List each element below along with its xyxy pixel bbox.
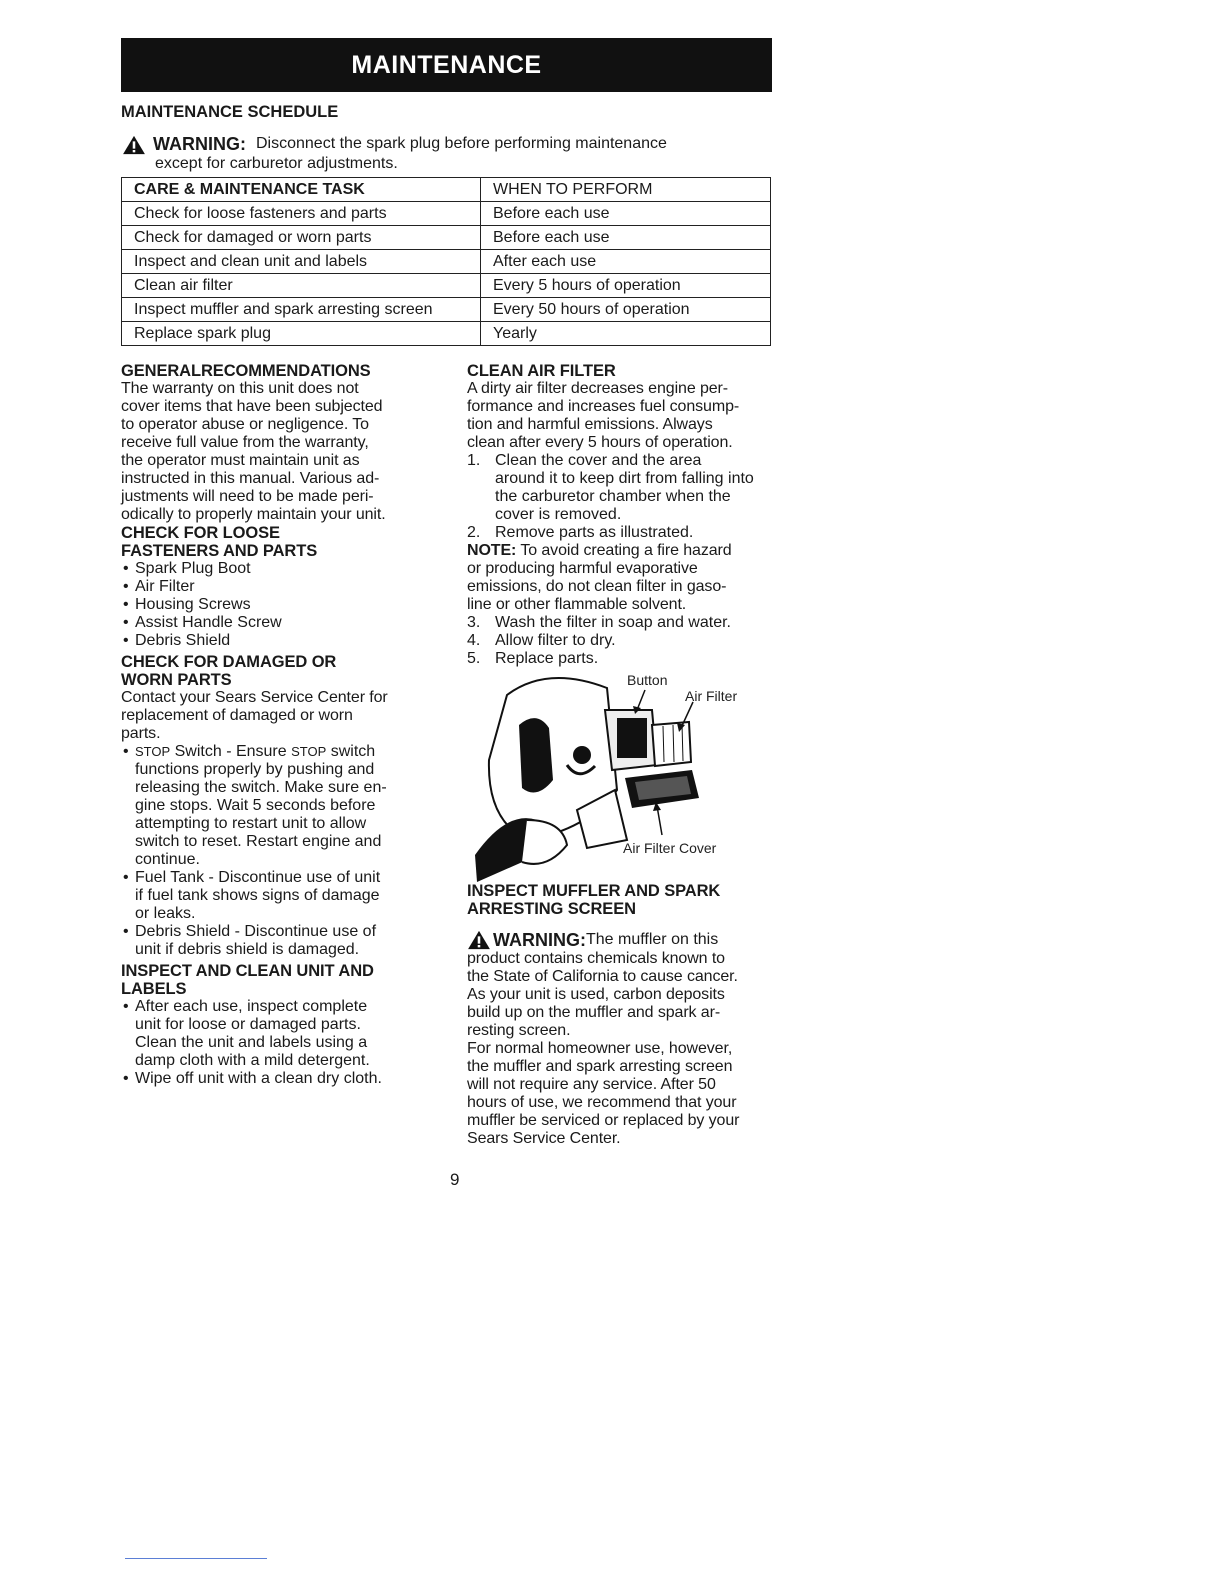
schedule-warning xyxy=(121,135,772,155)
step-number: 2. xyxy=(467,524,481,541)
damaged-parts-title-2: WORN PARTS xyxy=(121,671,232,689)
muffler-line: As your unit is used, carbon deposits xyxy=(467,986,725,1003)
muffler-line: resting screen. xyxy=(467,1022,571,1039)
loose-fasteners-list xyxy=(121,560,426,650)
warning-triangle-icon xyxy=(467,930,491,950)
debris-line: Debris Shield - Discontinue use of xyxy=(135,923,377,940)
clean-line: damp cloth with a mild detergent. xyxy=(135,1052,370,1069)
muffler-line: For normal homeowner use, however, xyxy=(467,1040,733,1057)
general-line: The warranty on this unit does not xyxy=(121,380,359,397)
note-label: NOTE: xyxy=(467,542,517,559)
stop-line: switch to reset. Restart engine and xyxy=(135,833,382,850)
footer-rule xyxy=(125,1558,267,1559)
when-cell: Every 5 hours of operation xyxy=(481,274,771,298)
debris-line: unit if debris shield is damaged. xyxy=(135,941,360,958)
muffler-line: hours of use, we recommend that your xyxy=(467,1094,737,1111)
clean-line: Clean the unit and labels using a xyxy=(135,1034,368,1051)
stop-word: STOP xyxy=(291,744,327,759)
table-row xyxy=(122,322,771,346)
muffler-title: INSPECT MUFFLER AND SPARK xyxy=(467,882,721,900)
fuel-line: or leaks. xyxy=(135,905,196,922)
muffler-line: Sears Service Center. xyxy=(467,1130,621,1147)
muffler-warning-line: product contains chemicals known to xyxy=(467,950,725,967)
figure-label-air-filter-cover: Air Filter Cover xyxy=(623,840,717,856)
general-line: receive full value from the warranty, xyxy=(121,434,369,451)
stop-line: continue. xyxy=(135,851,200,868)
warning-label: WARNING: xyxy=(493,930,586,950)
table-row xyxy=(122,250,771,274)
figure-label-button: Button xyxy=(627,672,668,688)
general-recommendations-title: GENERALRECOMMENDATIONS xyxy=(121,362,371,380)
clean-air-filter-title: CLEAN AIR FILTER xyxy=(467,362,616,380)
note-text: To avoid creating a fire hazard xyxy=(516,542,732,559)
air-filter-illustration xyxy=(467,670,772,882)
warning-text-continued: except for carburetor adjustments. xyxy=(155,155,398,172)
step-text: Replace parts. xyxy=(495,650,599,667)
list-item: • Wipe off unit with a clean dry cloth. xyxy=(121,1070,426,1088)
right-column xyxy=(467,362,772,1148)
clean-line: unit for loose or damaged parts. xyxy=(135,1016,361,1033)
step-number: 1. xyxy=(467,452,481,469)
task-cell: Inspect and clean unit and labels xyxy=(122,250,481,274)
step-item xyxy=(467,632,772,650)
loose-fasteners-title-2: FASTENERS AND PARTS xyxy=(121,542,318,560)
muffler-line: muffler be serviced or replaced by your xyxy=(467,1112,740,1129)
task-cell: Inspect muffler and spark arresting screen xyxy=(122,298,481,322)
when-cell: Before each use xyxy=(481,226,771,250)
stop-line: attempting to restart unit to allow xyxy=(135,815,367,832)
when-cell: After each use xyxy=(481,250,771,274)
banner-title: MAINTENANCE xyxy=(351,50,542,79)
task-cell: Check for damaged or worn parts xyxy=(122,226,481,250)
task-cell: Replace spark plug xyxy=(122,322,481,346)
general-line: to operator abuse or negligence. To xyxy=(121,416,369,433)
muffler-line: build up on the muffler and spark ar- xyxy=(467,1004,721,1021)
muffler-title-2: ARRESTING SCREEN xyxy=(467,900,636,918)
damaged-line: Contact your Sears Service Center for xyxy=(121,689,388,706)
note-line: or producing harmful evaporative xyxy=(467,560,698,577)
general-line: odically to properly maintain your unit. xyxy=(121,506,386,523)
note-line: emissions, do not clean filter in gaso- xyxy=(467,578,727,595)
list-item: • Spark Plug Boot xyxy=(121,560,426,578)
step-item xyxy=(467,452,772,524)
stop-text-b: switch xyxy=(326,743,376,760)
general-line: the operator must maintain unit as xyxy=(121,452,360,469)
table-row xyxy=(122,226,771,250)
column-header-task: CARE & MAINTENANCE TASK xyxy=(122,178,481,202)
manual-page xyxy=(121,38,772,1148)
damaged-line: parts. xyxy=(121,725,161,742)
left-column xyxy=(121,362,426,1148)
page-number: 9 xyxy=(450,1170,460,1189)
two-column-body xyxy=(121,362,772,1148)
stop-line: gine stops. Wait 5 seconds before xyxy=(135,797,376,814)
section-banner xyxy=(121,38,772,92)
muffler-line: will not require any service. After 50 xyxy=(467,1076,716,1093)
step-line: Clean the cover and the area xyxy=(495,452,702,469)
general-line: instructed in this manual. Various ad- xyxy=(121,470,380,487)
fuel-line: if fuel tank shows signs of damage xyxy=(135,887,380,904)
stop-text-a: Switch - Ensure xyxy=(170,743,292,760)
clean-unit-title: INSPECT AND CLEAN UNIT AND xyxy=(121,962,374,980)
table-row xyxy=(122,274,771,298)
maintenance-schedule-table xyxy=(121,177,771,346)
step-number: 4. xyxy=(467,632,481,649)
list-item-stop-switch xyxy=(121,743,426,869)
step-text: Wash the filter in soap and water. xyxy=(495,614,731,631)
list-item: • Air Filter xyxy=(121,578,426,596)
step-line: cover is removed. xyxy=(495,506,622,523)
step-item xyxy=(467,650,772,668)
clean-line: After each use, inspect complete xyxy=(135,998,368,1015)
damaged-line: replacement of damaged or worn xyxy=(121,707,353,724)
table-header-row xyxy=(122,178,771,202)
general-line: justments will need to be made peri- xyxy=(121,488,374,505)
air-line: clean after every 5 hours of operation. xyxy=(467,434,733,451)
when-cell: Yearly xyxy=(481,322,771,346)
loose-fasteners-title: CHECK FOR LOOSE xyxy=(121,524,280,542)
clean-unit-list xyxy=(121,998,426,1088)
stop-line: releasing the switch. Make sure en- xyxy=(135,779,387,796)
step-item xyxy=(467,614,772,632)
muffler-warning xyxy=(467,930,772,950)
list-item-debris-shield xyxy=(121,923,426,959)
stop-word: STOP xyxy=(135,744,171,759)
table-row xyxy=(122,202,771,226)
clean-unit-title-2: LABELS xyxy=(121,980,187,998)
step-line: around it to keep dirt from falling into xyxy=(495,470,754,487)
step-item xyxy=(467,524,772,542)
general-line: cover items that have been subjected xyxy=(121,398,383,415)
list-item: • Assist Handle Screw xyxy=(121,614,426,632)
step-text: Remove parts as illustrated. xyxy=(495,524,694,541)
air-line: A dirty air filter decreases engine per- xyxy=(467,380,729,397)
list-item: • Debris Shield xyxy=(121,632,426,650)
column-header-when: WHEN TO PERFORM xyxy=(481,178,771,202)
note-line: line or other flammable solvent. xyxy=(467,596,687,613)
air-line: formance and increases fuel consump- xyxy=(467,398,740,415)
list-item-fuel-tank xyxy=(121,869,426,923)
step-text: Allow filter to dry. xyxy=(495,632,616,649)
warning-text: Disconnect the spark plug before performing maintenance xyxy=(256,135,667,152)
damaged-parts-title: CHECK FOR DAMAGED OR xyxy=(121,653,337,671)
step-line: the carburetor chamber when the xyxy=(495,488,731,505)
step-number: 3. xyxy=(467,614,481,631)
list-item: • Housing Screws xyxy=(121,596,426,614)
table-row xyxy=(122,298,771,322)
list-item xyxy=(121,998,426,1070)
warning-triangle-icon xyxy=(121,135,147,155)
when-cell: Every 50 hours of operation xyxy=(481,298,771,322)
air-filter-steps-continued xyxy=(467,614,772,668)
damaged-parts-list xyxy=(121,743,426,959)
muffler-line: the muffler and spark arresting screen xyxy=(467,1058,733,1075)
fuel-line: Fuel Tank - Discontinue use of unit xyxy=(135,869,381,886)
task-cell: Check for loose fasteners and parts xyxy=(122,202,481,226)
schedule-title: MAINTENANCE SCHEDULE xyxy=(121,103,339,121)
air-line: tion and harmful emissions. Always xyxy=(467,416,713,433)
step-number: 5. xyxy=(467,650,481,667)
when-cell: Before each use xyxy=(481,202,771,226)
figure-label-air-filter: Air Filter xyxy=(685,688,738,704)
stop-line: functions properly by pushing and xyxy=(135,761,375,778)
warning-text: The muffler on this xyxy=(586,931,719,948)
air-filter-steps xyxy=(467,452,772,542)
note-line xyxy=(467,542,772,560)
warning-label: WARNING: xyxy=(153,134,246,154)
task-cell: Clean air filter xyxy=(122,274,481,298)
muffler-warning-line: the State of California to cause cancer. xyxy=(467,968,738,985)
